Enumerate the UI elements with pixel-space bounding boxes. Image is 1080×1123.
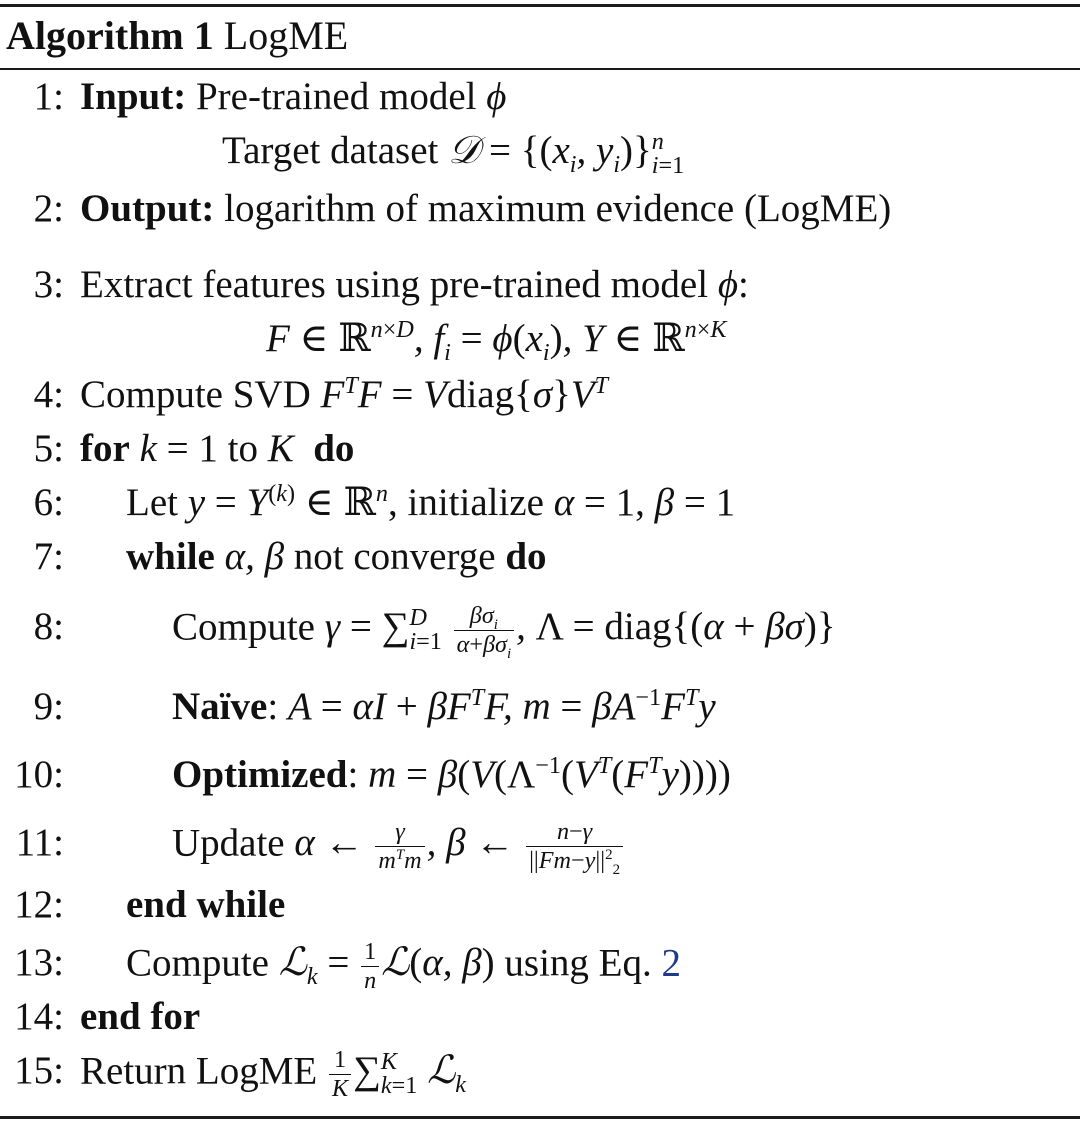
optimized-keyword: Optimized xyxy=(172,753,348,796)
target-text: Target dataset xyxy=(222,129,439,172)
line-number: 15: xyxy=(14,1049,64,1092)
not-converge-text: not converge xyxy=(293,535,496,578)
using-eq-text: using Eq. xyxy=(504,941,652,985)
compute-text: Compute xyxy=(126,941,269,985)
extract-text: Extract features using pre-trained model xyxy=(80,263,709,306)
line-number: 12: xyxy=(14,883,64,926)
line-number: 1: xyxy=(33,75,64,118)
algorithm-title xyxy=(6,8,348,64)
line-number: 9: xyxy=(33,685,64,728)
line-number: 4: xyxy=(33,373,64,416)
loss-formula: ℒ$_k$ = $\frac{1}{n}$ ℒ(α, β) xyxy=(278,938,495,994)
line-number: 8: xyxy=(33,605,64,648)
algorithm-name: LogME xyxy=(223,13,349,58)
while-vars: α, β xyxy=(224,535,284,578)
svd-formula: $F^TF$ = $Vdiag\{\sigma\}V^T$ xyxy=(320,372,609,416)
output-text: logarithm of maximum evidence (LogME) xyxy=(224,187,892,230)
init-formula: α = 1, β = 1 xyxy=(553,481,736,524)
let-formula: $y = Y^{(k)}$ ∈ ℝ$^n$ xyxy=(187,480,388,525)
input-keyword: Input: xyxy=(80,75,187,118)
line-number: 13: xyxy=(14,941,64,984)
initialize-text: , initialize xyxy=(387,481,544,524)
naive-formula: $A = \alpha I + \beta F^TF$, $m = \beta A^{-1}F^Ty$ xyxy=(287,684,716,728)
do-keyword: do xyxy=(505,535,547,578)
return-text: Return LogME xyxy=(80,1049,318,1093)
return-formula: $\frac{1}{K}$ ∑ K k=1 ℒ$_k$ xyxy=(327,1049,466,1092)
header-rule xyxy=(0,68,1080,70)
bottom-rule xyxy=(0,1116,1080,1119)
for-range-end: K xyxy=(267,427,294,470)
to-keyword: to xyxy=(227,427,258,470)
feature-formula: F ∈ ℝ$^{n\times D}$, $f_i = \phi(x_i)$, Y ∈ ℝ$^{n\times K}$ xyxy=(266,316,727,366)
for-keyword: for xyxy=(80,427,130,470)
line-number: 3: xyxy=(33,263,64,306)
end-while-keyword: end while xyxy=(126,883,286,926)
line-number: 14: xyxy=(14,995,64,1038)
optimized-formula: $m = \beta(V(\Lambda^{-1}(V^T(F^Ty))))$ xyxy=(368,752,731,796)
equation-reference-link[interactable]: 2 xyxy=(661,941,682,985)
let-text: Let xyxy=(126,481,178,524)
compute-svd-text: Compute SVD xyxy=(80,373,311,416)
while-keyword: while xyxy=(126,535,215,578)
for-range-start: k = 1 xyxy=(139,427,218,470)
line-number: 7: xyxy=(33,535,64,578)
end-for-keyword: end for xyxy=(80,995,201,1038)
phi-symbol: ϕ xyxy=(717,263,739,306)
update-text: Update xyxy=(172,821,285,865)
compute-text: Compute xyxy=(172,605,315,649)
gamma-formula: γ = ∑ D i=1 $\frac{\beta\sigma_i}{\alpha+\beta\sigma_i}$ , Λ = diag{(α + βσ)} xyxy=(324,602,836,662)
update-formula: α ← $\frac{\gamma}{m^Tm}$ , β ← $\frac{n-\gamma}{||Fm-y||^2_2}$ xyxy=(294,821,625,864)
input-text: Pre-trained model xyxy=(195,75,477,118)
naive-keyword: Naïve xyxy=(172,685,268,728)
dataset-formula: 𝒟 = {($x_i$, $y_i$)} n i=1 xyxy=(448,127,685,180)
line-number: 10: xyxy=(14,753,64,796)
line-number: 5: xyxy=(33,427,64,470)
phi-symbol: ϕ xyxy=(486,75,507,118)
line-number: 11: xyxy=(15,821,64,864)
do-keyword: do xyxy=(313,427,355,470)
line-number: 2: xyxy=(33,187,64,230)
top-rule xyxy=(0,4,1080,7)
line-number: 6: xyxy=(33,481,64,524)
algorithm-label: Algorithm 1 xyxy=(6,13,214,58)
output-keyword: Output: xyxy=(80,187,215,230)
